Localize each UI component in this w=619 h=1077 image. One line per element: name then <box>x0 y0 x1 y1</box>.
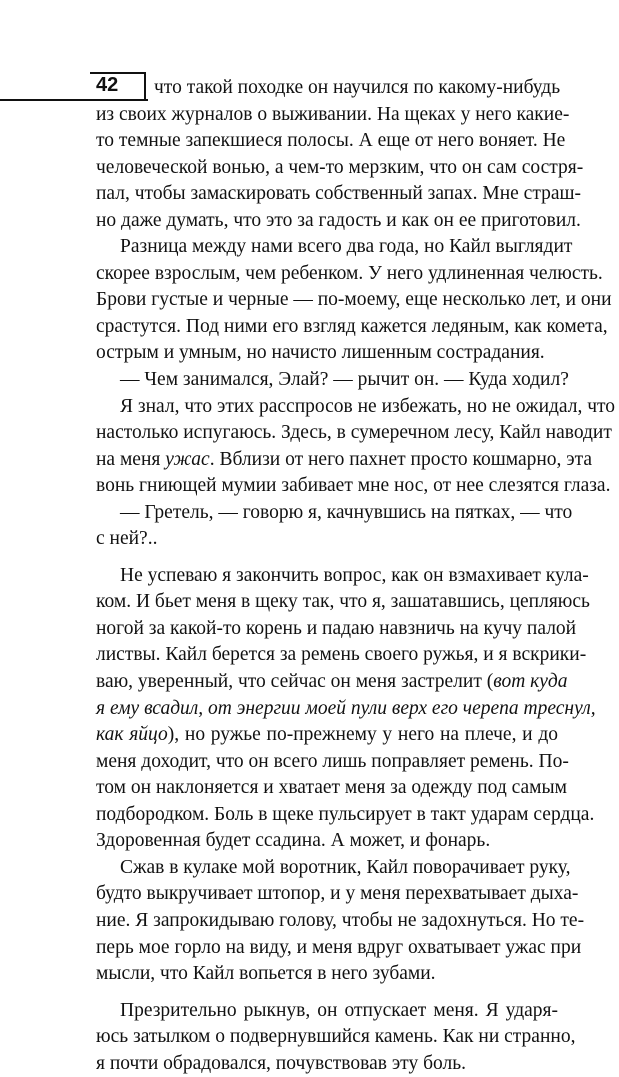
text-line: пал, чтобы замаскировать собственный запах. Мне страш- <box>96 183 581 205</box>
text-line: меня доходит, что он всего лишь поправляет ремень. По- <box>96 750 569 772</box>
text-line: подбородком. Боль в щеке пульсирует в такт ударам сердца. <box>96 803 595 825</box>
text-line: — Гретель, — говорю я, качнувшись на пятках, — что <box>120 501 573 523</box>
text-line: перь мое горло на виду, и меня вдруг охватывает ужас при <box>96 936 582 958</box>
text-line: Не успеваю я закончить вопрос, как он взмахивает кула- <box>120 564 589 586</box>
italic-run: как яйцо <box>96 724 168 746</box>
text-line: с ней?.. <box>96 528 158 550</box>
text-line: листвы. Кайл берется за ремень своего ружья, и я вскрики- <box>96 644 587 666</box>
text-line: то темные запекшиеся полосы. А еще от него воняет. Не <box>96 130 566 152</box>
text-line: ком. И бьет меня в щеку так, что я, зашатавшись, цепляюсь <box>96 591 590 613</box>
text-line: человеческой вонью, а чем-то мерзким, что он сам состря- <box>96 156 584 178</box>
text-run: ваю, уверенный, что сейчас он меня застрелит ( <box>96 671 494 693</box>
text-line: юсь затылком о подвернувшийся камень. Как ни странно, <box>96 1026 576 1048</box>
text-line: Сжав в кулаке мой воротник, Кайл поворачивает руку, <box>120 856 571 878</box>
text-line: срастутся. Под ними его взгляд кажется ледяным, как комета, <box>96 315 608 337</box>
text-line: ние. Я запрокидываю голову, чтобы не задохнуться. Но те- <box>96 909 585 931</box>
text-run: . Вблизи от него пахнет просто кошмарно, эта <box>209 448 593 470</box>
italic-run: я ему всадил, от энергии моей пули верх его черепа треснул, <box>96 697 596 719</box>
text-line: Презрительно рыкнув, он отпускает меня. Я ударя- <box>120 999 558 1021</box>
text-line: но даже думать, что это за гадость и как он ее приготовил. <box>96 209 581 231</box>
italic-run: ужас <box>165 448 210 470</box>
text-run: на меня <box>96 448 161 470</box>
text-line: Здоровенная будет ссадина. А может, и фонарь. <box>96 830 491 852</box>
text-line: острым и умным, но начисто лишенным сострадания. <box>96 342 545 364</box>
text-line: я почти обрадовался, почувствовав эту боль. <box>96 1052 466 1074</box>
text-line: том он наклоняется и хватает меня за одежду под самым <box>96 777 567 799</box>
page-number: 42 <box>96 74 119 96</box>
text-line: Разница между нами всего два года, но Кайл выглядит <box>120 236 573 258</box>
text-run: ), но ружье по-прежнему у него на плече, и до <box>167 724 559 746</box>
text-line: скорее взрослым, чем ребенком. У него удлиненная челюсть. <box>96 262 603 284</box>
text-line <box>96 669 568 696</box>
text-line: мысли, что Кайл вопьется в него зубами. <box>96 963 436 985</box>
italic-run: вот куда <box>493 671 568 693</box>
text-line: что такой походке он научился по какому-нибудь <box>154 77 561 98</box>
text-line: ногой за какой-то корень и падаю навзничь на кучу палой <box>96 617 577 639</box>
text-line: Я знал, что этих расспросов не избежать, но не ожидал, что <box>120 395 616 417</box>
text-line: будто выкручивает штопор, и у меня перехватывает дыха- <box>96 883 579 905</box>
text-line <box>96 447 593 474</box>
text-line: — Чем занимался, Элай? — рычит он. — Куда ходил? <box>120 369 569 391</box>
text-line: вонь гниющей мумии забивает мне нос, от нее слезятся глаза. <box>96 475 611 497</box>
text-line <box>96 722 558 749</box>
text-line: Брови густые и черные — по-моему, еще несколько лет, и они <box>96 289 612 311</box>
body-text <box>96 75 616 1077</box>
text-line: из своих журналов о выживании. На щеках у него какие- <box>96 103 570 125</box>
text-line: настолько испугаюсь. Здесь, в сумеречном лесу, Кайл наводит <box>96 422 612 444</box>
text-line <box>96 696 596 723</box>
